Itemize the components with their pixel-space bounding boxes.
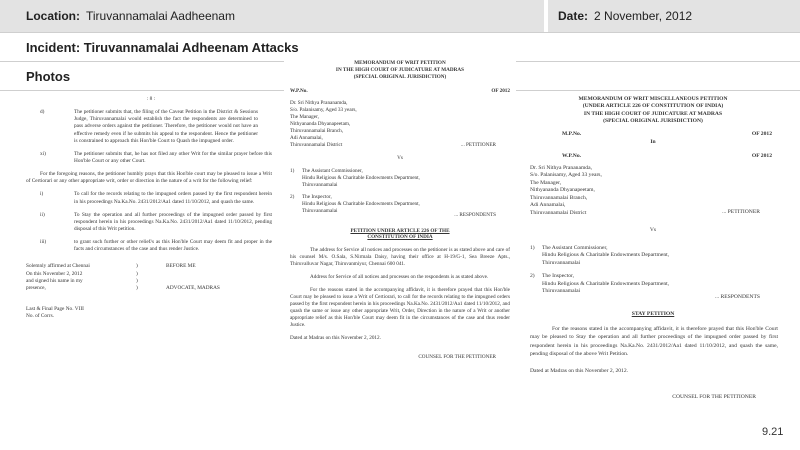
list-item (26, 212, 276, 233)
list-item (26, 151, 276, 165)
wp-year: OF 2012 (751, 152, 772, 159)
petitioner-line: The Manager, (530, 179, 562, 186)
item-label: d) (40, 109, 45, 116)
item-text: to grant such further or other relief/s as this Hon'ble Court may deem fit and proper in the facts and circumstances of the case and thus render Justice. (74, 239, 272, 253)
petitioner-line: Dr. Sri Nithya Prananamda, (290, 100, 348, 107)
item-text: To call for the records relating to the impugned orders passed by the first respondent herein in his proceedings Na.Ka.No. 2431/2012/Aa1 dated 11/10/2012, and quash the same. (74, 191, 272, 205)
respondent-number: 1) (530, 244, 535, 251)
respondent-1 (520, 245, 786, 268)
petitioner-line: Adi Annamalai, (290, 135, 323, 142)
petitioner-line: S/o. Palanisamy, Aged 33 years, (530, 172, 602, 179)
wp-label: W.P.No. (290, 88, 308, 95)
page-footer (26, 306, 276, 320)
counsel-signature: COUNSEL FOR THE PETITIONER (418, 354, 496, 361)
doc-title-line: (SPECIAL ORIGINAL JURISDICTION) (353, 73, 447, 80)
petitioner-line: Thiruvannamalai Branch, (530, 194, 588, 201)
stay-petition-heading: STAY PETITION (631, 311, 675, 318)
petitioner-tag: ... PETITIONER (722, 209, 760, 216)
incident-title: Incident: Tiruvannamalai Adheenam Attacks (0, 33, 800, 62)
sign-bracket: ) (136, 263, 138, 270)
dated-line: Dated at Madras on this November 2, 2012. (530, 368, 629, 375)
page-number: 9.21 (762, 426, 784, 438)
item-text: The petitioner submits that, the filing of the Caveat Petition in the District & Sessions Judge, Thiruvannamalai would establish the fact the respondents are determined to pass adverse orders against the petitioner. Therefore, the petitioner would not have an effective remedy even if he submits his appeal to the respondent. Hence the petitioner is constrained to approach this Hon'ble Court to Quash the impugned order. (74, 109, 258, 144)
item-label: ii) (40, 211, 45, 218)
petitioner-line: The Manager, (290, 114, 319, 121)
versus: Vs (649, 226, 657, 233)
location-cell (0, 0, 544, 32)
petitioner-line: Adi Annamalai, (530, 202, 566, 209)
date-cell (546, 0, 800, 32)
respondent-line: Thiruvannamalai (542, 259, 581, 266)
respondent-number: 2) (290, 194, 295, 201)
respondent-1 (284, 168, 516, 189)
in-label: In (650, 139, 656, 146)
wp-number-row (562, 153, 772, 159)
petition-heading: PETITION UNDER ARTICLE 226 OF THE (350, 227, 450, 234)
doc-title-line: IN THE HIGH COURT OF JUDICATURE AT MADRAS (335, 66, 465, 73)
respondent-line: The Inspector, (542, 273, 575, 280)
petitioner-line: Thiruvannamalai Branch, (290, 128, 344, 135)
petitioner-line: Nithyananda Dhyanapeetam, (530, 187, 595, 194)
prayer-paragraph: For the foregoing reasons, the petitioner humbly prays that this Hon'ble court may be pleased to issue a Writ of Certiorari or any other appropriate writ, order or direction in the nature of a writ for the following relief: (26, 171, 272, 185)
mp-year: OF 2012 (751, 131, 772, 138)
wp-year: OF 2012 (491, 88, 510, 95)
wp-label: W.P.No. (562, 152, 582, 159)
respondent-line: Hindu Religious & Charitable Endowments Department, (302, 201, 420, 208)
case-number-row (290, 88, 510, 94)
document-page-3 (520, 96, 786, 446)
date-label: Date: (558, 9, 589, 23)
location-value: Tiruvannamalai Aadheenam (86, 9, 235, 23)
respondent-line: Thiruvannamalai (542, 288, 581, 295)
sign-bracket: ) (136, 284, 138, 291)
respondent-line: Hindu Religious & Charitable Endowments Department, (542, 280, 670, 287)
petitioner-line: Nithyananda Dhyanapeetam, (290, 121, 351, 128)
versus: Vs (397, 155, 403, 162)
petitioner-line: S/o. Palanisamy, Aged 33 years, (290, 107, 357, 114)
petitioner-line: Thiruvannamalai District (290, 142, 343, 149)
doc-title-line: IN THE HIGH COURT OF JUDICATURE AT MADRAS (583, 110, 723, 117)
petitioner-tag: ... PETITIONER (460, 142, 496, 149)
sign-line: presence, (26, 284, 46, 291)
petition-heading: CONSTITUTION OF INDIA (367, 234, 433, 241)
respondent-line: Thiruvannamalai (302, 208, 338, 215)
doc-title-line: (SPECIAL ORIGINAL JURISDICTION) (603, 117, 703, 124)
photos-label: Photos (0, 63, 800, 91)
sign-line: and signed his name in my (26, 277, 83, 284)
respondent-line: Hindu Religious & Charitable Endowments Department, (302, 175, 420, 182)
page-marker: : 8 : (146, 96, 156, 102)
sign-right: ADVOCATE, MADRAS (166, 284, 220, 291)
respondents-tag: ... RESPONDENTS (454, 212, 496, 219)
petitioner-line: Thiruvannamalai District (530, 209, 587, 216)
item-text: The petitioner submits that, he has not filed any other Writ for the similar prayer before this Hon'ble Court or any other Court. (74, 150, 272, 164)
dated-line: Dated at Madras on this November 2, 2012. (290, 335, 381, 342)
sign-bracket: ) (136, 277, 138, 284)
doc-title-line: (UNDER ARTICLE 226 OF CONSTITUTION OF INDIA) (582, 103, 724, 110)
respondent-line: The Assistant Commissioner, (542, 244, 608, 251)
footer-line: No. of Corrs. (26, 313, 54, 320)
document-page-2 (284, 60, 516, 446)
mp-number-row (562, 131, 772, 137)
respondent-number: 2) (530, 273, 535, 280)
list-item (26, 191, 276, 205)
document-page-1 (26, 96, 276, 446)
signature-block (26, 263, 276, 292)
list-item (26, 109, 276, 145)
respondent-number: 1) (290, 168, 295, 175)
date-value: 2 November, 2012 (594, 9, 693, 23)
mp-label: M.P.No. (562, 131, 582, 138)
counsel-signature: COUNSEL FOR THE PETITIONER (672, 394, 756, 401)
petitioner-line: Dr. Sri Nithya Prananamda, (530, 164, 592, 171)
sign-bracket: ) (136, 270, 138, 277)
respondents-tag: ... RESPONDENTS (714, 293, 760, 300)
item-label: xi) (40, 150, 46, 157)
header-bar (0, 0, 800, 33)
respondent-line: The Inspector, (302, 194, 332, 201)
doc-title-line: MEMORANDUM OF WRIT PETITION (354, 60, 446, 66)
respondent-2 (520, 273, 786, 296)
respondent-line: Thiruvannamalai (302, 182, 338, 189)
list-item (26, 239, 276, 253)
doc-title-line: MEMORANDUM OF WRIT MISCELLANEOUS PETITION (578, 96, 728, 102)
item-text: To Stay the operation and all further proceedings of the impugned order passed by first respondent herein in his proceedings Na.Ka.No. 2431/2012/Aa1 dated 11/10/2012, pending disposal of this Writ petition. (74, 211, 272, 232)
sign-line: On this November 2, 2012 (26, 270, 83, 277)
sign-right: BEFORE ME (166, 263, 196, 270)
respondent-line: Hindu Religious & Charitable Endowments Department, (542, 252, 670, 259)
location-label: Location: (26, 9, 80, 23)
item-label: i) (40, 191, 44, 198)
respondent-line: The Assistant Commissioner, (302, 168, 363, 175)
footer-line: Last & Final Page No. VIII (26, 305, 84, 312)
reasons-paragraph: For the reasons stated in the accompanying affidavit, it is therefore prayed that this Hon'ble Court may be pleased to Stay the operation and all further proceedings of the impugned order passed by first respondent herein in his proceedings Na.Ka.No. 2431/2012/Aa1 dated 11/10/2012, and quash the same, pending disposal of the above Writ Petition. (530, 325, 778, 358)
reasons-paragraph: For the reasons stated in the accompanying affidavit, it is therefore prayed that this Hon'ble Court may be pleased to issue a Writ of Certiorari, to call for the records relating to the impugned orders passed by the first respondent herein in his proceedings Na.Ka.No. 2431/2012/Aa1 dated 11/10/2012, and quash the same or issue any other appropriate Writ, Order, Direction in the nature of a Writ or another appropriate relief as this Hon'ble Court may deem fit in the circumstances of the case and thus render Justice. (290, 287, 510, 329)
sign-line: Solemnly affirmed at Chennai (26, 263, 90, 270)
address-paragraph: Address for Service of all notices and processes on the respondents is as stated above. (310, 274, 489, 281)
service-paragraph: The address for Service all notices and processes on the petitioner is as stated above and care of his counsel M/s. O.Sala, S.Nirmala Daisy, having their office at H-19/G-1, Sea Breeze Apts., Thiruvalluvar Nagar, Thiruvanmiyur, Chennai 600 041. (290, 247, 510, 268)
item-label: iii) (40, 239, 47, 246)
